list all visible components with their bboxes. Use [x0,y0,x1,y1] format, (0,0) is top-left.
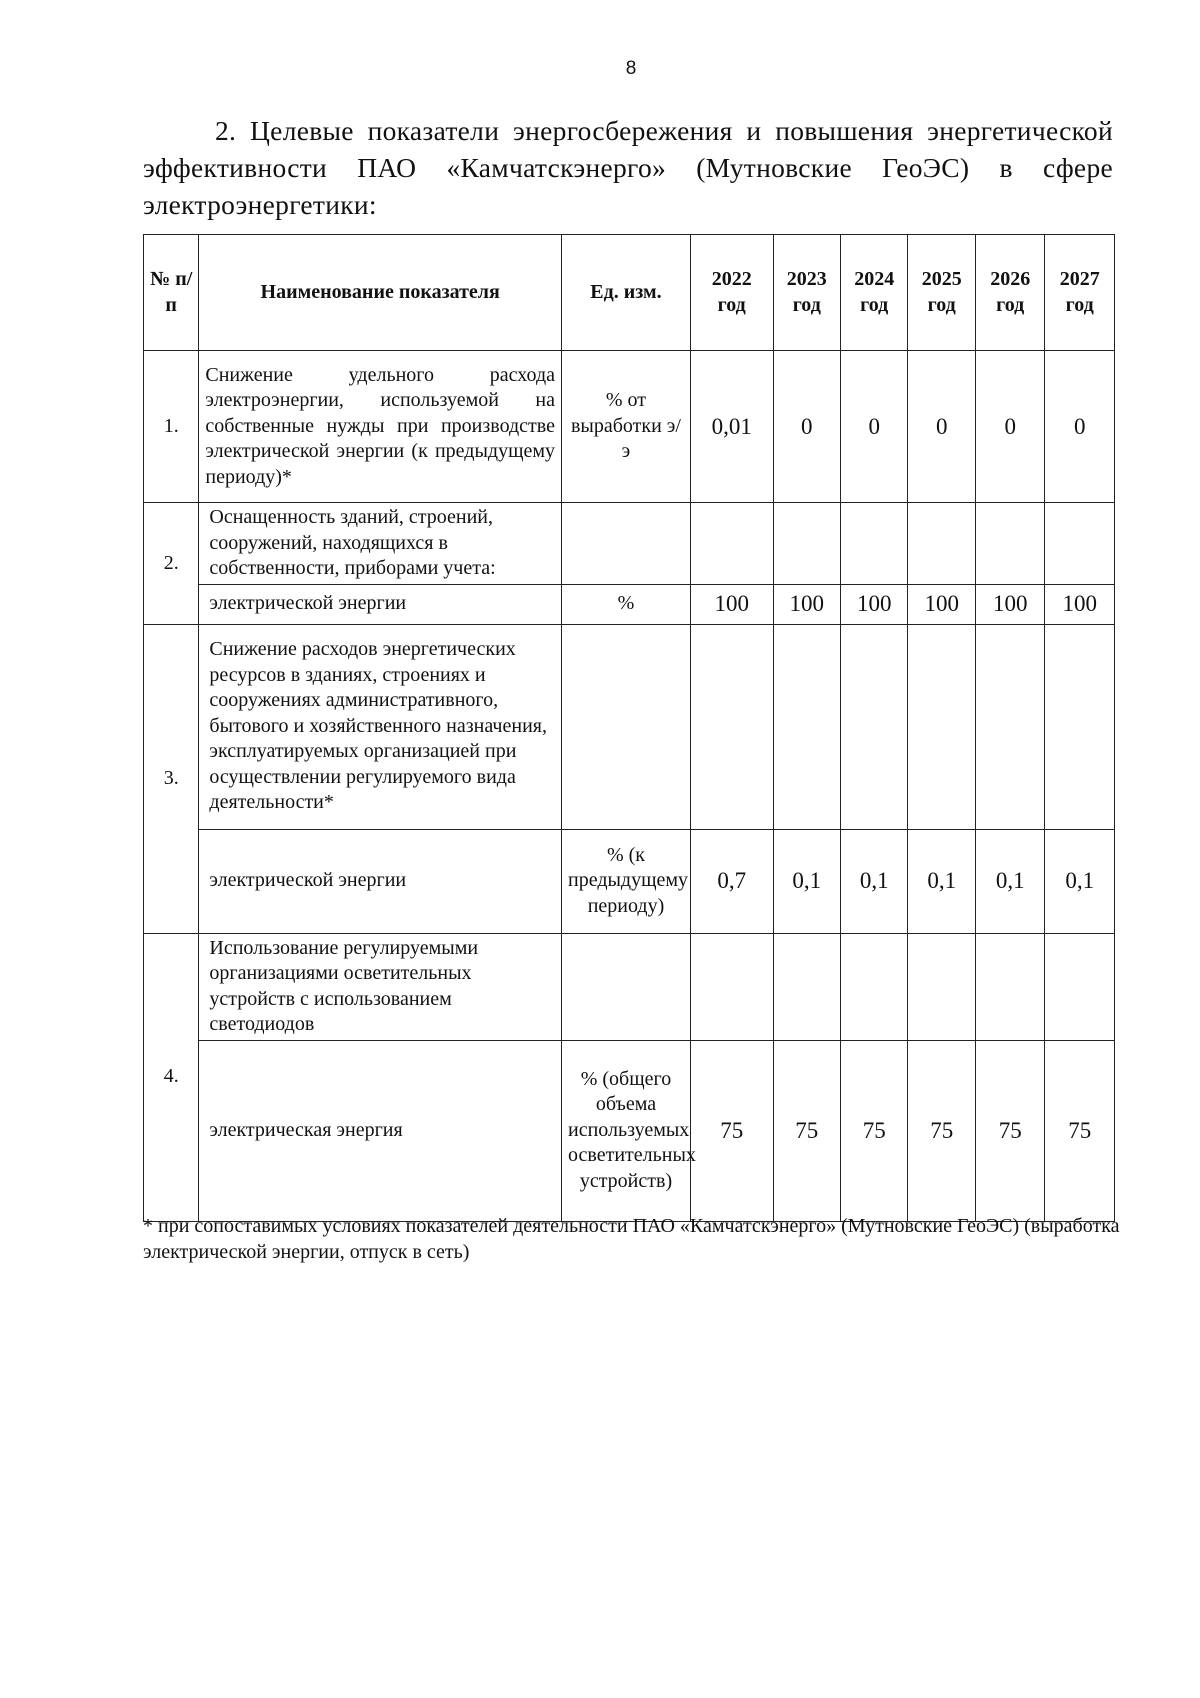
row-indicator-name: Использование регулируемыми организациями осветительных устройств с использованием светодиодов [199,933,562,1040]
row-num: 2. [144,503,199,625]
header-name: Наименование показателя [199,235,562,351]
empty-cell [1045,503,1115,585]
row-indicator-name: Снижение удельного расхода электроэнергии, используемой на собственные нужды при производстве электрической энергии (к предыдущему периоду)* [199,351,562,503]
header-num: № п/п [144,235,199,351]
row-num: 3. [144,624,199,933]
empty-cell [908,624,975,829]
empty-cell [562,933,691,1040]
table-subrow [144,1040,1115,1221]
value-2027: 0,1 [1045,829,1115,933]
section-heading [143,112,1113,223]
value-2026: 75 [975,1040,1045,1221]
empty-cell [690,503,773,585]
row-indicator-name: Снижение расходов энергетических ресурсов в зданиях, строениях и сооружениях административного, бытового и хозяйственного назначения, эксплуатируемых организацией при осуществлении регулируемого вида деятельности* [199,624,562,829]
empty-cell [690,624,773,829]
empty-cell [773,503,840,585]
empty-cell [841,503,908,585]
header-year-2023: 2023 год [773,235,840,351]
value-2027: 75 [1045,1040,1115,1221]
value-2027: 0 [1045,351,1115,503]
empty-cell [690,933,773,1040]
value-2024: 0,1 [841,829,908,933]
value-2024: 75 [841,1040,908,1221]
table-row [144,933,1115,1040]
row-unit: % [562,584,691,624]
footnote: * при сопоставимых условиях показателей деятельности ПАО «Камчатскэнерго» (Мутновские ГеоЭС) (выработка электрической энергии, отпуск в сеть) [143,1215,1120,1263]
empty-cell [562,503,691,585]
table-row [144,503,1115,585]
empty-cell [773,624,840,829]
empty-cell [562,624,691,829]
value-2025: 75 [908,1040,975,1221]
indicators-table [143,234,1115,1222]
row-sub-name: электрическая энергия [199,1040,562,1221]
row-num: 1. [144,351,199,503]
value-2026: 0 [975,351,1045,503]
row-sub-name: электрической энергии [199,584,562,624]
value-2022: 75 [690,1040,773,1221]
header-year-2022: 2022 год [690,235,773,351]
empty-cell [975,624,1045,829]
value-2022: 0,01 [690,351,773,503]
empty-cell [975,503,1045,585]
header-year-2025: 2025 год [908,235,975,351]
value-2027: 100 [1045,584,1115,624]
value-2024: 0 [841,351,908,503]
value-2026: 0,1 [975,829,1045,933]
page-number: 8 [625,58,637,79]
empty-cell [773,933,840,1040]
value-2023: 75 [773,1040,840,1221]
empty-cell [841,624,908,829]
row-sub-name: электрической энергии [199,829,562,933]
empty-cell [908,933,975,1040]
row-indicator-name: Оснащенность зданий, строений, сооружений, находящихся в собственности, приборами учета: [199,503,562,585]
value-2025: 100 [908,584,975,624]
row-num: 4. [144,933,199,1221]
table-row [144,351,1115,503]
value-2025: 0 [908,351,975,503]
empty-cell [841,933,908,1040]
value-2022: 0,7 [690,829,773,933]
table-subrow [144,829,1115,933]
value-2023: 100 [773,584,840,624]
value-2024: 100 [841,584,908,624]
value-2025: 0,1 [908,829,975,933]
empty-cell [1045,624,1115,829]
row-unit: % (к предыдущему периоду) [562,829,691,933]
empty-cell [975,933,1045,1040]
table-header-row [144,235,1115,351]
empty-cell [908,503,975,585]
row-unit: % (общего объема используемых осветительных устройств) [562,1040,691,1221]
value-2023: 0 [773,351,840,503]
header-year-2026: 2026 год [975,235,1045,351]
empty-cell [1045,933,1115,1040]
heading-text: 2. Целевые показатели энергосбережения и повышения энергетической эффективности ПАО «Камчатскэнерго» (Мутновские ГеоЭС) в сфере электроэнергетики: [143,115,1113,220]
header-unit: Ед. изм. [562,235,691,351]
table-row [144,624,1115,829]
value-2022: 100 [690,584,773,624]
table-subrow [144,584,1115,624]
header-year-2027: 2027 год [1045,235,1115,351]
value-2026: 100 [975,584,1045,624]
value-2023: 0,1 [773,829,840,933]
row-unit: % от выработки э/э [562,351,691,503]
header-year-2024: 2024 год [841,235,908,351]
